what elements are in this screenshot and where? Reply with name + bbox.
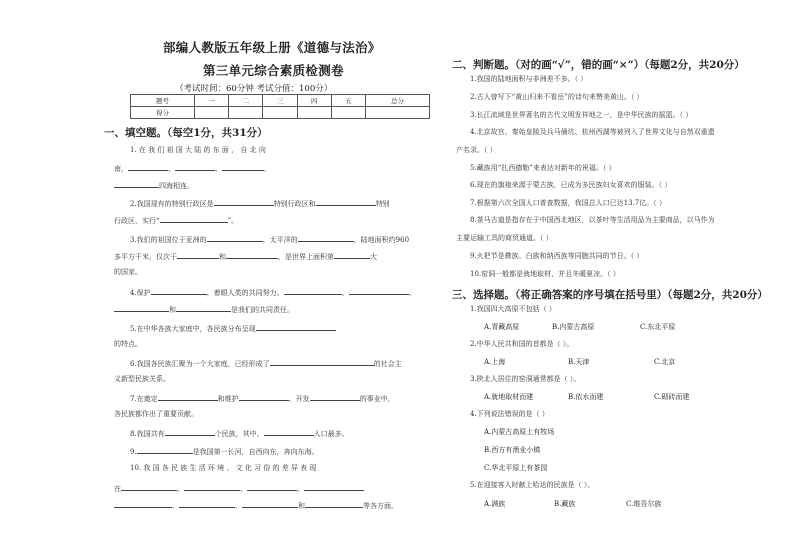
- fill-q2-line2: [114, 215, 238, 226]
- choice-option[interactable]: B.天津: [568, 358, 590, 366]
- blank[interactable]: [158, 393, 218, 401]
- fill-q5-text2: 的特点。: [114, 340, 142, 348]
- fill-q9: [130, 446, 319, 457]
- choice-option[interactable]: C.砌砖而建: [654, 393, 690, 401]
- fill-q2-text2: 特别行政区和: [273, 200, 316, 208]
- blank[interactable]: [179, 500, 235, 508]
- blank[interactable]: [121, 483, 177, 491]
- fill-q3-text4: 多平方千米，仅次于: [114, 253, 177, 261]
- score-cell[interactable]: [366, 107, 430, 119]
- choice-option[interactable]: A.青藏高原: [484, 323, 520, 331]
- score-table-score-row: [131, 107, 430, 119]
- judge-item-cont: 主要运输工具的商贸通道。（ ）: [456, 234, 553, 242]
- blank[interactable]: [349, 287, 409, 295]
- blank[interactable]: [316, 198, 376, 206]
- fill-q9-text2: 是我国第一长河，自西向东，奔向东海。: [192, 448, 319, 456]
- blank[interactable]: [264, 428, 314, 436]
- blank[interactable]: [214, 198, 274, 206]
- blank[interactable]: [247, 483, 297, 491]
- fill-q3-text7: 大: [370, 253, 377, 261]
- score-header-cell: 总分: [366, 95, 430, 107]
- choice-q1: 1.我国四大高原不包括（ ）: [470, 305, 556, 313]
- fill-q7: [130, 393, 395, 404]
- fill-q6: [130, 358, 402, 369]
- fill-q1-line3: [114, 180, 194, 191]
- choice-option[interactable]: B.依水而建: [568, 393, 604, 401]
- fill-q3-text2: ，太平洋的: [262, 236, 298, 244]
- choice-q4: 4.下列说法错误的是（ ）: [470, 410, 549, 418]
- fill-q10-text2: 在: [114, 485, 121, 493]
- fill-q5: [130, 323, 336, 334]
- blank[interactable]: [305, 500, 363, 508]
- judge-item: 7.根据第六次全国人口普查数据，我国总人口已达13.7亿。（ ）: [470, 199, 666, 207]
- fill-q10-text4: 、: [240, 485, 247, 493]
- fill-q1-text: 1. 在 我 们 祖 国 大 陆 的 东 面 ， 自 北 向: [130, 146, 266, 154]
- blank[interactable]: [256, 323, 336, 331]
- blank[interactable]: [177, 251, 219, 259]
- judge-item: 5.藏族用“扎西德勒”来表达对新年的祝福。（ ）: [470, 164, 616, 172]
- judge-item: 4.北京故宫、秦始皇陵及兵马俑坑、杭州西湖等被列入了世界文化与自然双重遗: [470, 128, 715, 136]
- judge-item: 6.现在的旗袍来源于蒙古族，已成为多民族妇女喜欢的服装。（ ）: [470, 181, 672, 189]
- choice-option[interactable]: A.上海: [484, 358, 506, 366]
- score-cell[interactable]: [229, 107, 263, 119]
- fill-q2-text4: 行政区，实行“: [114, 217, 160, 225]
- fill-q7-text: 7.在奠定: [130, 395, 158, 403]
- exam-info: （考试时间：60分钟 考试分值：100分）: [175, 84, 333, 94]
- blank[interactable]: [137, 446, 193, 454]
- fill-q7-text4: 的事业中，: [359, 395, 395, 403]
- fill-q10-text: 10. 我 国 各 民 族 生 活 环 境 、 文 化 习 俗 的 差 异 表 现: [130, 464, 317, 472]
- judge-item: 9.火把节是彝族、白族和纳西族等同胞共同的节日。（ ）: [470, 252, 644, 260]
- choice-option[interactable]: A.满族: [484, 500, 506, 508]
- choice-q2: 2.中华人民共和国的首都是（ ）。: [470, 340, 574, 348]
- score-cell[interactable]: [297, 107, 331, 119]
- fill-q10-text6: 和: [298, 502, 305, 510]
- fill-q2-text5: ”。: [227, 217, 239, 225]
- fill-q1-line2: 南， 、 、 、: [114, 165, 271, 173]
- fill-q7-text3: 、开发: [288, 395, 310, 403]
- fill-q1-text2: 南，: [114, 165, 128, 173]
- fill-q3-text5: 和: [219, 253, 226, 261]
- score-header-cell: 三: [263, 95, 297, 107]
- fill-q3-text: 3.我们的祖国位于亚洲的: [130, 236, 207, 244]
- blank[interactable]: [128, 163, 168, 171]
- fill-q4-text2: ，着眼人类的共同努力。: [206, 289, 284, 297]
- fill-q6-text: 6.我国各民族汇聚为一个大家庭，已经形成了: [130, 360, 270, 368]
- fill-q4-text: 4.保护: [130, 289, 151, 297]
- fill-q8-text: 8.我国共有: [130, 430, 165, 438]
- fill-section-title: 一、填空题。（每空1分，共31分）: [104, 127, 268, 139]
- fill-q1-text3: 四海相连。: [159, 182, 194, 190]
- score-header-cell: 二: [229, 95, 263, 107]
- choice-option[interactable]: C.维吾尔族: [626, 500, 662, 508]
- fill-q2-text: 2.我国现有的特别行政区是: [130, 200, 214, 208]
- judge-item: 3.长江流域是世界著名的古代文明发祥地之一，是中华民族的摇篮。（ ）: [470, 111, 693, 119]
- fill-q5-line2: [114, 340, 142, 349]
- fill-q10-text3: 、: [177, 485, 184, 493]
- fill-q3-text8: 的国家。: [114, 268, 142, 276]
- blank[interactable]: [226, 251, 278, 259]
- blank[interactable]: [310, 393, 360, 401]
- fill-q6-text3: 义新型民族关系。: [114, 375, 170, 383]
- fill-q4-line2: [114, 304, 294, 315]
- judge-item: 2.古人曾写下“黄山归来不看岳”的诗句来赞美黄山。（ ）: [470, 93, 644, 101]
- fill-q4: 4.保护 ，着眼人类的共同努力。 、 、: [130, 289, 416, 297]
- judge-item: 8.茶马古道是指存在于中国西北地区，以茶叶等生活用品为主要商品，以马作为: [470, 216, 715, 224]
- fill-q5-text: 5.在中华各族大家庭中，各民族分布呈现: [130, 325, 256, 333]
- score-header-cell: 一: [194, 95, 228, 107]
- blank[interactable]: [222, 163, 264, 171]
- fill-q4-text4: 是我们的共同责任。: [231, 306, 294, 314]
- fill-q10-line2: 在 、 、 、: [114, 483, 364, 494]
- choice-option[interactable]: B.西方有渔业小镇: [484, 446, 541, 454]
- choice-option[interactable]: A.就地取材而建: [484, 393, 534, 401]
- fill-q3-text3: ，陆地面积约960: [353, 236, 410, 244]
- score-cell[interactable]: [263, 107, 297, 119]
- fill-q8-text2: 个民族，其中，: [214, 430, 264, 438]
- fill-q10-text5: 、: [235, 502, 242, 510]
- choice-q5: 5.在迎接客人时献上哈达的民族是（ ）。: [470, 481, 595, 489]
- score-header-cell: 四: [297, 95, 331, 107]
- fill-q2-text3: 特别: [375, 200, 390, 208]
- blank[interactable]: [207, 234, 263, 242]
- title-line-1: 部编人教版五年级上册《道德与法治》: [163, 40, 381, 55]
- fill-q6-text2: 的社会主: [373, 360, 402, 368]
- score-cell[interactable]: [331, 107, 365, 119]
- choice-option[interactable]: B.藏族: [554, 500, 576, 508]
- choice-option[interactable]: A.内蒙古高原上有牧场: [484, 428, 555, 436]
- blank[interactable]: [298, 234, 354, 242]
- blank[interactable]: [304, 483, 364, 491]
- fill-q10: [130, 464, 316, 473]
- fill-q3: [130, 234, 409, 245]
- score-row-label: 得分: [131, 107, 195, 119]
- judge-section-title: 二、判断题。（对的画“√”，错的画“×”）（每题2分，共20分）: [452, 59, 745, 71]
- choice-section-title: 三、选择题。（将正确答案的序号填在括号里）（每题2分，共20分）: [452, 289, 768, 301]
- blank[interactable]: [151, 287, 207, 295]
- fill-q10-line3: 、 、 和 等各方面。: [114, 500, 398, 511]
- fill-q4-text3: 和: [169, 306, 176, 314]
- choice-option[interactable]: B.内蒙古高原: [552, 323, 595, 331]
- judge-item-cont: 产名录。（ ）: [456, 146, 497, 154]
- score-table-header-row: [131, 95, 430, 107]
- blank[interactable]: [239, 393, 289, 401]
- blank[interactable]: [184, 483, 240, 491]
- fill-q7-line2: [114, 410, 198, 419]
- choice-option[interactable]: C.华北平原上有茶园: [484, 464, 548, 472]
- judge-item: 1.我国的陆地面积与非洲差不多。（ ）: [470, 75, 588, 83]
- fill-q3-text6: ，是世界上面积第: [278, 253, 334, 261]
- fill-q1: [130, 146, 266, 155]
- choice-option[interactable]: C.东北平原: [640, 323, 676, 331]
- fill-q8: [130, 428, 349, 439]
- fill-q2: [130, 198, 390, 209]
- title-line-2: 第三单元综合素质检测卷: [203, 63, 344, 78]
- blank[interactable]: [175, 163, 215, 171]
- blank[interactable]: [176, 304, 231, 312]
- score-table: [130, 94, 430, 119]
- fill-q9-text: 9.: [130, 448, 137, 456]
- fill-q6-line2: [114, 375, 170, 384]
- choice-q3: 3.陕北人居住的窑洞通常都是（ ）。: [470, 375, 581, 383]
- fill-q3-line2: [114, 251, 377, 262]
- score-header-cell: 题号: [131, 95, 195, 107]
- fill-q7-text5: 各民族都作出了重要贡献。: [114, 410, 198, 418]
- blank[interactable]: [334, 251, 370, 259]
- score-header-cell: 五: [331, 95, 365, 107]
- blank[interactable]: [114, 500, 172, 508]
- blank[interactable]: [242, 500, 298, 508]
- blank[interactable]: [114, 180, 159, 188]
- fill-q7-text2: 和维护: [217, 395, 239, 403]
- score-cell[interactable]: [194, 107, 228, 119]
- fill-q3-line3: [114, 268, 142, 277]
- judge-item: 10.窑洞一般都是就地取材，并且冬暖夏凉。（ ）: [470, 270, 620, 278]
- fill-q8-text3: 人口最多。: [313, 430, 349, 438]
- blank[interactable]: [160, 215, 228, 223]
- blank[interactable]: [270, 358, 374, 366]
- blank[interactable]: [165, 428, 215, 436]
- fill-q10-text7: 等各方面。: [363, 502, 398, 510]
- blank[interactable]: [114, 304, 169, 312]
- choice-option[interactable]: C.北京: [654, 358, 676, 366]
- blank[interactable]: [284, 287, 342, 295]
